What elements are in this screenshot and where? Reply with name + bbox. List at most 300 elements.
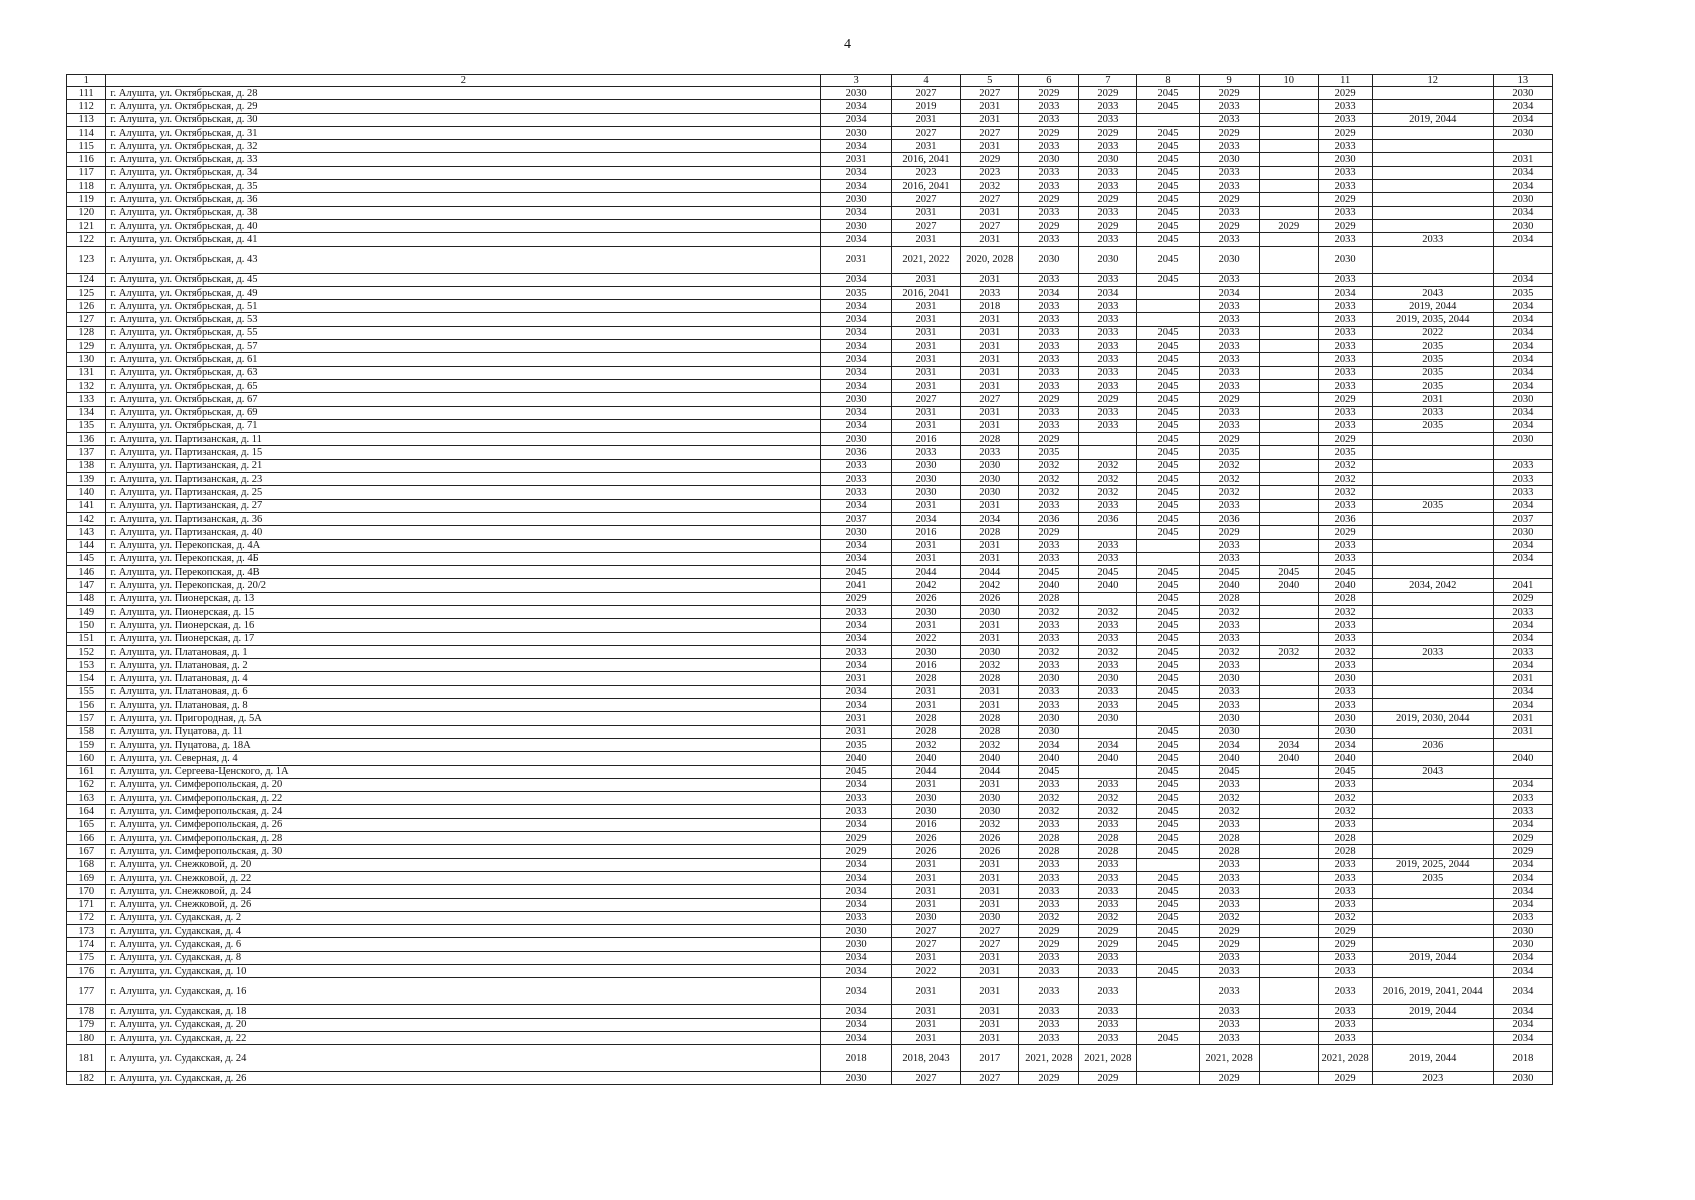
year-cell: 2027: [891, 925, 960, 938]
year-cell: 2034: [821, 313, 891, 326]
address-cell: г. Алушта, ул. Перекопская, д. 4Б: [106, 552, 821, 565]
row-number: 174: [67, 938, 106, 951]
table-row: [67, 699, 1553, 712]
address-cell: г. Алушта, ул. Партизанская, д. 25: [106, 486, 821, 499]
year-cell: [1259, 406, 1318, 419]
year-cell: 2029: [1318, 526, 1372, 539]
year-cell: 2030: [1493, 433, 1552, 446]
row-number: 142: [67, 512, 106, 525]
year-cell: 2034: [1493, 552, 1552, 565]
address-cell: г. Алушта, ул. Октябрьская, д. 33: [106, 153, 821, 166]
table-row: [67, 1031, 1553, 1044]
year-cell: 2034: [821, 273, 891, 286]
table-row: [67, 393, 1553, 406]
year-cell: 2033: [1199, 898, 1259, 911]
year-cell: 2034: [821, 965, 891, 978]
row-number: 139: [67, 473, 106, 486]
year-cell: [1079, 526, 1137, 539]
year-cell: 2031: [961, 885, 1019, 898]
year-cell: 2032: [1019, 911, 1079, 924]
year-cell: 2033: [1079, 379, 1137, 392]
year-cell: 2034: [1493, 1031, 1552, 1044]
year-cell: [1259, 233, 1318, 246]
table-row: [67, 113, 1553, 126]
year-cell: 2045: [1137, 871, 1199, 884]
year-cell: [1372, 433, 1493, 446]
year-cell: [1493, 566, 1552, 579]
year-cell: 2029: [1079, 1072, 1137, 1085]
year-cell: 2045: [1137, 153, 1199, 166]
year-cell: 2033: [1318, 552, 1372, 565]
year-cell: [1259, 1005, 1318, 1018]
page-number: 4: [844, 37, 851, 52]
year-cell: 2034: [1493, 818, 1552, 831]
year-cell: 2033: [1318, 180, 1372, 193]
year-cell: 2033: [1019, 539, 1079, 552]
address-cell: г. Алушта, ул. Октябрьская, д. 29: [106, 100, 821, 113]
year-cell: [1372, 526, 1493, 539]
year-cell: 2032: [1079, 486, 1137, 499]
address-cell: г. Алушта, ул. Октябрьская, д. 69: [106, 406, 821, 419]
year-cell: 2033: [1318, 951, 1372, 964]
column-header: 3: [821, 75, 891, 87]
year-cell: 2045: [1199, 765, 1259, 778]
year-cell: 2033: [1199, 699, 1259, 712]
row-number: 178: [67, 1005, 106, 1018]
year-cell: 2032: [891, 738, 960, 751]
year-cell: 2029: [1199, 393, 1259, 406]
year-cell: 2029: [1079, 219, 1137, 232]
year-cell: 2028: [1079, 845, 1137, 858]
table-row: [67, 605, 1553, 618]
year-cell: [1259, 87, 1318, 100]
year-cell: 2034: [821, 366, 891, 379]
year-cell: [1259, 792, 1318, 805]
address-cell: г. Алушта, ул. Партизанская, д. 40: [106, 526, 821, 539]
year-cell: [1137, 1045, 1199, 1072]
year-cell: 2035: [1372, 353, 1493, 366]
year-cell: 2031: [891, 898, 960, 911]
year-cell: [1079, 765, 1137, 778]
year-cell: 2034: [1493, 778, 1552, 791]
year-cell: 2029: [1019, 219, 1079, 232]
year-cell: [1372, 699, 1493, 712]
address-cell: г. Алушта, ул. Симферопольская, д. 20: [106, 778, 821, 791]
year-cell: 2034: [1493, 951, 1552, 964]
address-cell: г. Алушта, ул. Платановая, д. 1: [106, 645, 821, 658]
year-cell: 2033: [1318, 778, 1372, 791]
year-cell: 2030: [1493, 87, 1552, 100]
year-cell: 2031: [961, 1031, 1019, 1044]
year-cell: [1259, 193, 1318, 206]
year-cell: 2034: [821, 406, 891, 419]
year-cell: 2034: [1493, 353, 1552, 366]
year-cell: 2033: [1079, 858, 1137, 871]
year-cell: [1372, 938, 1493, 951]
year-cell: [1372, 539, 1493, 552]
year-cell: 2042: [961, 579, 1019, 592]
year-cell: [1259, 140, 1318, 153]
year-cell: 2030: [1318, 672, 1372, 685]
year-cell: 2028: [1199, 832, 1259, 845]
year-cell: 2029: [821, 832, 891, 845]
address-cell: г. Алушта, ул. Платановая, д. 8: [106, 699, 821, 712]
year-cell: [1259, 552, 1318, 565]
year-cell: 2019, 2044: [1372, 300, 1493, 313]
year-cell: 2042: [891, 579, 960, 592]
year-cell: 2034: [1493, 326, 1552, 339]
year-cell: 2029: [1493, 592, 1552, 605]
year-cell: 2028: [1318, 832, 1372, 845]
address-cell: г. Алушта, ул. Судакская, д. 20: [106, 1018, 821, 1031]
year-cell: 2034: [1493, 419, 1552, 432]
year-cell: [1137, 712, 1199, 725]
year-cell: 2033: [1019, 113, 1079, 126]
year-cell: 2029: [1019, 925, 1079, 938]
year-cell: 2033: [821, 792, 891, 805]
year-cell: 2031: [961, 140, 1019, 153]
year-cell: 2045: [821, 566, 891, 579]
year-cell: 2033: [1019, 499, 1079, 512]
year-cell: 2045: [1259, 566, 1318, 579]
year-cell: 2031: [961, 632, 1019, 645]
year-cell: 2033: [1318, 858, 1372, 871]
year-cell: 2033: [1019, 685, 1079, 698]
year-cell: 2034: [1199, 738, 1259, 751]
year-cell: 2029: [1199, 219, 1259, 232]
table-row: [67, 898, 1553, 911]
year-cell: 2045: [1137, 219, 1199, 232]
table-row: [67, 1018, 1553, 1031]
year-cell: 2033: [891, 446, 960, 459]
year-cell: 2034: [1493, 100, 1552, 113]
year-cell: 2034: [1493, 499, 1552, 512]
year-cell: 2031: [961, 1005, 1019, 1018]
address-cell: г. Алушта, ул. Партизанская, д. 11: [106, 433, 821, 446]
column-header: 9: [1199, 75, 1259, 87]
year-cell: 2031: [891, 353, 960, 366]
address-cell: г. Алушта, ул. Судакская, д. 18: [106, 1005, 821, 1018]
year-cell: 2031: [1372, 393, 1493, 406]
year-cell: 2033: [1318, 699, 1372, 712]
year-cell: 2035: [1493, 286, 1552, 299]
table-row: [67, 965, 1553, 978]
header-row: [67, 75, 1553, 87]
year-cell: [1372, 193, 1493, 206]
year-cell: 2031: [891, 885, 960, 898]
year-cell: [1372, 818, 1493, 831]
year-cell: 2045: [1137, 645, 1199, 658]
year-cell: 2045: [1137, 419, 1199, 432]
year-cell: [1259, 206, 1318, 219]
address-cell: г. Алушта, ул. Октябрьская, д. 53: [106, 313, 821, 326]
year-cell: 2031: [891, 406, 960, 419]
year-cell: 2034: [1493, 206, 1552, 219]
year-cell: 2029: [1318, 1072, 1372, 1085]
year-cell: [1372, 566, 1493, 579]
year-cell: 2033: [1199, 1005, 1259, 1018]
year-cell: [1259, 153, 1318, 166]
row-number: 140: [67, 486, 106, 499]
year-cell: 2040: [1259, 579, 1318, 592]
year-cell: 2040: [1079, 579, 1137, 592]
year-cell: 2030: [1318, 153, 1372, 166]
row-number: 120: [67, 206, 106, 219]
address-cell: г. Алушта, ул. Октябрьская, д. 32: [106, 140, 821, 153]
year-cell: 2045: [1137, 911, 1199, 924]
row-number: 134: [67, 406, 106, 419]
address-cell: г. Алушта, ул. Платановая, д. 6: [106, 685, 821, 698]
year-cell: 2033: [1199, 858, 1259, 871]
year-cell: 2034: [821, 1031, 891, 1044]
year-cell: 2034: [961, 512, 1019, 525]
year-cell: 2030: [821, 193, 891, 206]
year-cell: 2032: [1318, 459, 1372, 472]
year-cell: 2033: [1079, 313, 1137, 326]
year-cell: 2033: [1199, 632, 1259, 645]
year-cell: [1259, 818, 1318, 831]
year-cell: 2040: [1019, 752, 1079, 765]
year-cell: 2033: [1318, 1005, 1372, 1018]
year-cell: 2044: [961, 765, 1019, 778]
year-cell: [1372, 446, 1493, 459]
year-cell: [1259, 1072, 1318, 1085]
year-cell: [1493, 765, 1552, 778]
year-cell: 2030: [821, 938, 891, 951]
table-row: [67, 153, 1553, 166]
year-cell: 2032: [1199, 605, 1259, 618]
year-cell: 2033: [1019, 858, 1079, 871]
row-number: 172: [67, 911, 106, 924]
address-cell: г. Алушта, ул. Пригородная, д. 5А: [106, 712, 821, 725]
year-cell: 2045: [1137, 340, 1199, 353]
year-cell: 2045: [1137, 725, 1199, 738]
year-cell: 2033: [1079, 632, 1137, 645]
year-cell: 2031: [1493, 725, 1552, 738]
address-cell: г. Алушта, ул. Октябрьская, д. 40: [106, 219, 821, 232]
year-cell: 2029: [1019, 526, 1079, 539]
year-cell: 2032: [1079, 911, 1137, 924]
year-cell: 2034: [1493, 366, 1552, 379]
address-cell: г. Алушта, ул. Октябрьская, д. 31: [106, 126, 821, 139]
row-number: 112: [67, 100, 106, 113]
row-number: 177: [67, 978, 106, 1005]
year-cell: 2031: [961, 685, 1019, 698]
table-row: [67, 805, 1553, 818]
address-cell: г. Алушта, ул. Октябрьская, д. 67: [106, 393, 821, 406]
year-cell: [1372, 486, 1493, 499]
year-cell: 2033: [1493, 473, 1552, 486]
year-cell: 2031: [891, 778, 960, 791]
year-cell: 2033: [821, 911, 891, 924]
table-row: [67, 858, 1553, 871]
row-number: 123: [67, 246, 106, 273]
year-cell: 2032: [1019, 605, 1079, 618]
year-cell: 2033: [1199, 552, 1259, 565]
year-cell: [1259, 938, 1318, 951]
year-cell: 2033: [1199, 965, 1259, 978]
year-cell: 2033: [1019, 978, 1079, 1005]
address-cell: г. Алушта, ул. Перекопская, д. 20/2: [106, 579, 821, 592]
year-cell: [1493, 140, 1552, 153]
year-cell: 2030: [891, 911, 960, 924]
year-cell: 2033: [1079, 965, 1137, 978]
year-cell: 2032: [1079, 792, 1137, 805]
address-cell: г. Алушта, ул. Октябрьская, д. 41: [106, 233, 821, 246]
year-cell: 2023: [1372, 1072, 1493, 1085]
year-cell: [1259, 605, 1318, 618]
year-cell: 2045: [1137, 885, 1199, 898]
year-cell: 2045: [1019, 765, 1079, 778]
row-number: 138: [67, 459, 106, 472]
year-cell: 2022: [891, 632, 960, 645]
address-cell: г. Алушта, ул. Пуцатова, д. 18А: [106, 738, 821, 751]
year-cell: 2029: [1199, 938, 1259, 951]
year-cell: [1137, 951, 1199, 964]
year-cell: 2033: [821, 486, 891, 499]
year-cell: 2033: [1372, 645, 1493, 658]
table-row: [67, 552, 1553, 565]
year-cell: 2026: [891, 832, 960, 845]
column-header: 11: [1318, 75, 1372, 87]
year-cell: 2031: [891, 858, 960, 871]
year-cell: 2033: [1019, 898, 1079, 911]
year-cell: 2033: [1199, 885, 1259, 898]
year-cell: 2045: [1137, 512, 1199, 525]
year-cell: 2029: [1199, 193, 1259, 206]
year-cell: [1259, 459, 1318, 472]
year-cell: 2033: [1079, 273, 1137, 286]
year-cell: [1259, 353, 1318, 366]
table-row: [67, 765, 1553, 778]
year-cell: 2033: [1199, 499, 1259, 512]
year-cell: 2021, 2028: [1019, 1045, 1079, 1072]
year-cell: 2019: [891, 100, 960, 113]
row-number: 148: [67, 592, 106, 605]
table-row: [67, 619, 1553, 632]
column-header: 6: [1019, 75, 1079, 87]
year-cell: 2031: [961, 871, 1019, 884]
year-cell: 2034: [1493, 180, 1552, 193]
year-cell: 2029: [1079, 193, 1137, 206]
year-cell: [1137, 858, 1199, 871]
year-cell: 2029: [1199, 126, 1259, 139]
year-cell: [1372, 140, 1493, 153]
year-cell: 2031: [891, 685, 960, 698]
year-cell: 2036: [821, 446, 891, 459]
year-cell: 2036: [1199, 512, 1259, 525]
year-cell: [1259, 911, 1318, 924]
year-cell: [1372, 805, 1493, 818]
year-cell: 2028: [1318, 845, 1372, 858]
year-cell: 2045: [1137, 778, 1199, 791]
table-row: [67, 446, 1553, 459]
address-cell: г. Алушта, ул. Судакская, д. 2: [106, 911, 821, 924]
year-cell: 2033: [1199, 951, 1259, 964]
year-cell: 2033: [1019, 353, 1079, 366]
row-number: 173: [67, 925, 106, 938]
year-cell: 2029: [1079, 393, 1137, 406]
year-cell: 2030: [1493, 938, 1552, 951]
year-cell: [1372, 685, 1493, 698]
year-cell: [1372, 206, 1493, 219]
table-row: [67, 632, 1553, 645]
row-number: 175: [67, 951, 106, 964]
year-cell: 2030: [1318, 725, 1372, 738]
year-cell: 2030: [821, 393, 891, 406]
year-cell: 2045: [1137, 592, 1199, 605]
table-row: [67, 219, 1553, 232]
table-row: [67, 326, 1553, 339]
year-cell: 2045: [1137, 605, 1199, 618]
year-cell: [1372, 965, 1493, 978]
year-cell: 2033: [1318, 326, 1372, 339]
year-cell: 2030: [961, 459, 1019, 472]
year-cell: [1259, 499, 1318, 512]
year-cell: [1259, 725, 1318, 738]
row-number: 111: [67, 87, 106, 100]
table-row: [67, 885, 1553, 898]
year-cell: 2033: [1079, 818, 1137, 831]
table-row: [67, 1045, 1553, 1072]
year-cell: 2033: [1079, 539, 1137, 552]
address-cell: г. Алушта, ул. Сергеева-Ценского, д. 1А: [106, 765, 821, 778]
year-cell: 2033: [1079, 1018, 1137, 1031]
year-cell: [1259, 699, 1318, 712]
year-cell: 2029: [1318, 87, 1372, 100]
table-row: [67, 978, 1553, 1005]
year-cell: 2036: [1019, 512, 1079, 525]
table-row: [67, 526, 1553, 539]
year-cell: 2021, 2028: [1199, 1045, 1259, 1072]
year-cell: 2031: [821, 712, 891, 725]
row-number: 145: [67, 552, 106, 565]
year-cell: [1259, 1018, 1318, 1031]
address-cell: г. Алушта, ул. Судакская, д. 8: [106, 951, 821, 964]
table-row: [67, 818, 1553, 831]
year-cell: 2040: [1199, 579, 1259, 592]
year-cell: 2034: [821, 659, 891, 672]
year-cell: 2019, 2044: [1372, 951, 1493, 964]
table-row: [67, 140, 1553, 153]
address-cell: г. Алушта, ул. Октябрьская, д. 34: [106, 166, 821, 179]
year-cell: 2027: [961, 938, 1019, 951]
table-row: [67, 792, 1553, 805]
column-header: 7: [1079, 75, 1137, 87]
year-cell: 2031: [961, 366, 1019, 379]
year-cell: 2033: [1079, 366, 1137, 379]
year-cell: 2029: [1019, 126, 1079, 139]
year-cell: 2033: [1199, 1018, 1259, 1031]
row-number: 130: [67, 353, 106, 366]
year-cell: 2029: [821, 845, 891, 858]
year-cell: 2031: [961, 419, 1019, 432]
year-cell: 2033: [1493, 486, 1552, 499]
table-row: [67, 313, 1553, 326]
row-number: 169: [67, 871, 106, 884]
table-row: [67, 752, 1553, 765]
row-number: 159: [67, 738, 106, 751]
year-cell: 2034: [821, 499, 891, 512]
year-cell: 2029: [1019, 87, 1079, 100]
year-cell: [1259, 486, 1318, 499]
row-number: 160: [67, 752, 106, 765]
year-cell: 2045: [1137, 579, 1199, 592]
year-cell: 2045: [1137, 499, 1199, 512]
year-cell: [1372, 632, 1493, 645]
year-cell: 2030: [1493, 219, 1552, 232]
year-cell: [1372, 126, 1493, 139]
